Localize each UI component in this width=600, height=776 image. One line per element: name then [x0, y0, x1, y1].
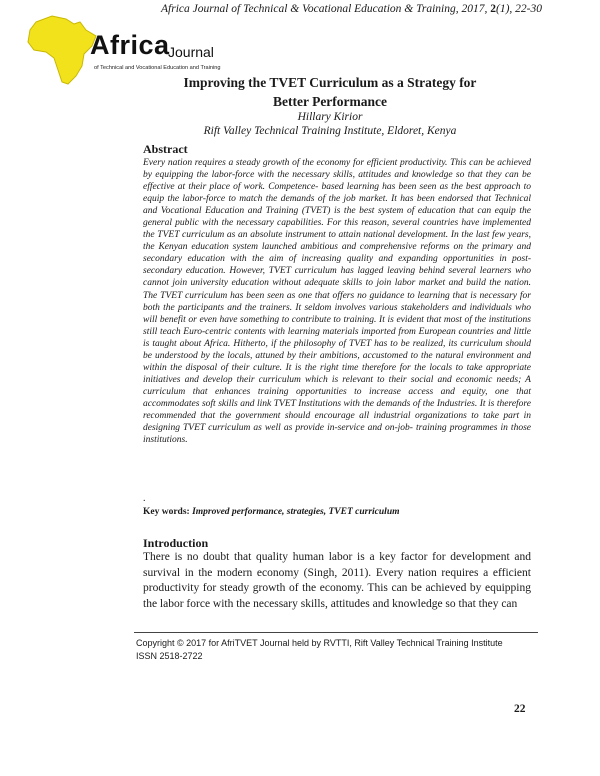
title-line-2: Better Performance	[272, 94, 388, 109]
abstract-separator: .	[143, 493, 146, 504]
logo-journal-word: Journal	[168, 44, 214, 60]
issn-number: ISSN 2518-2722	[136, 651, 203, 661]
keywords-values: Improved performance, strategies, TVET curriculum	[189, 507, 400, 517]
page-number: 22	[514, 703, 526, 715]
abstract-text: Every nation requires a steady growth of the economy for efficient productivity. This can be achieved by equipping the labor-force with the necessary skills, attitudes and knowledge so that they can be effective at their place of work. Competence- based learning has been seen as the best approach to equip the labor-force to match the demands of the job market. It has been endorsed that Technical and Vocational Education and Training (TVET) is the best system of education that can equip the general public with the necessary capabilities. For this reason, several countries have implemented the TVET curriculum as an absolute instrument to attain national development. In the last few years, the Kenyan education system launched ambitious and comprehensive reforms on the primary and secondary education with the aim of increasing quality and expanding opportunities in post-secondary education. However, TVET curriculum has lagged leaving behind several learners who cannot join university education without adequate skills to join labor market and build the nation. The TVET curriculum has been seen as one that offers no guidance to learning that is necessary for both the participants and the trainers. It seldom involves various stakeholders and individuals who will benefit or even have something to contribute to training. It is evident that most of the institutions still teach Euro-centric contents with learning materials imported from European countries and little is taught about Africa. Hitherto, if the philosophy of TVET has to be realized, its curriculum should be understood by the locals, attuned by their ambitions, accustomed to the natural environment and within the disposal of their culture. It is the right time therefore for the locals to take appropriate initiatives and develop their curriculum which is relevant to their social and economic needs; A curriculum that enhances training opportunities to increase access and equity, one that accommodates soft skills and link TVET Institutions with the demands of the Industries. It is therefore recommended that the government should encourage all industrial organizations to take part in designing TVET curriculum as well as provide in-service and on-job- training programmes in those institutions.	[143, 158, 531, 446]
title-line-1: Improving the TVET Curriculum as a Strategy for	[183, 75, 477, 90]
abstract-heading: Abstract	[143, 142, 188, 156]
introduction-heading: Introduction	[143, 536, 209, 550]
citation-issue-pages: (1), 22-30	[496, 3, 542, 15]
copyright-notice: Copyright © 2017 for AfriTVET Journal held by RVTTI, Rift Valley Technical Training Institute	[136, 638, 503, 648]
logo-subtitle: of Technical and Vocational Education and Training	[94, 65, 221, 71]
citation-year: , 2017,	[455, 3, 491, 15]
keywords-label: Key words:	[143, 507, 190, 517]
journal-citation: Africa Journal of Technical & Vocational Education & Training	[161, 3, 456, 15]
citation-volume: 2	[490, 3, 496, 15]
article-title	[140, 73, 520, 111]
introduction-text: There is no doubt that quality human labor is a key factor for development and survival in the modern economy (Singh, 2011). Every nation requires a efficient productivity for steady growth of the economy. This can be achieved by equipping the labor force with the necessary skills, attitudes and knowledge so that they can	[143, 551, 531, 610]
keywords	[143, 507, 400, 517]
logo-africa-word: Africa	[90, 30, 170, 60]
footer-divider	[134, 632, 538, 633]
author-name: Hillary Kirior	[297, 111, 363, 123]
author-affiliation: Rift Valley Technical Training Institute, Eldoret, Kenya	[203, 125, 457, 137]
